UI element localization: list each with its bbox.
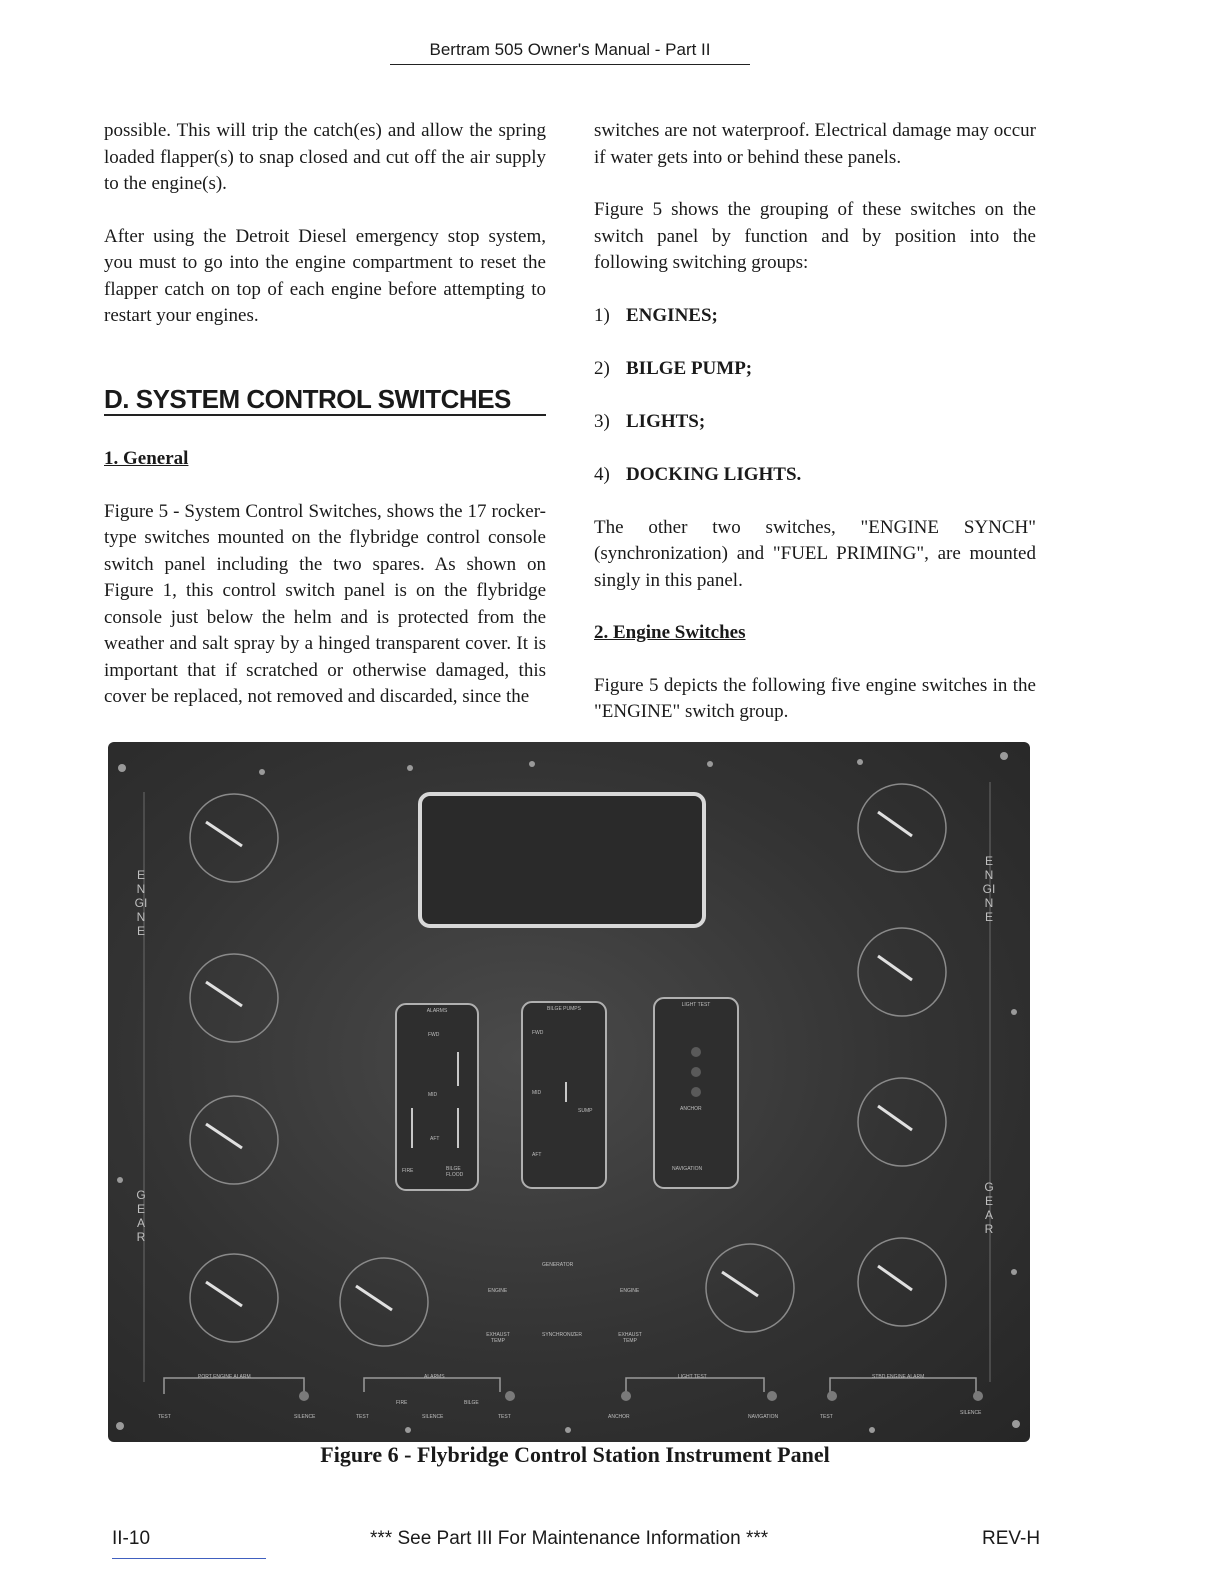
footer-note: *** See Part III For Maintenance Information ***	[370, 1528, 769, 1549]
light-test-group-label: LIGHT TEST	[678, 1374, 707, 1380]
paragraph: Figure 5 - System Control Switches, shows the 17 rocker-type switches mounted on the flybridge control console switch panel including the two spares. As shown on Figure 1, this control switch panel is on the flybridge console just below the helm and is protected from the weather and salt spray by a hinged transparent cover. It is important that if scratched or otherwise damaged, this cover be replaced, not removed and discarded, since the	[104, 500, 546, 707]
light-test-label: LIGHT TEST	[681, 1002, 711, 1008]
bilge-flood-label: BILGE FLOOD	[446, 1166, 464, 1178]
fire-label: FIRE	[396, 1400, 408, 1406]
indicator-lights	[691, 1047, 701, 1097]
test-label: TEST	[498, 1414, 511, 1420]
navigation-label: NAVIGATION	[672, 1166, 703, 1172]
running-header: Bertram 505 Owner's Manual - Part II	[390, 40, 750, 65]
bilge-pumps-label: BILGE PUMPS	[547, 1006, 581, 1012]
stbd-engine-alarm-label: STBD ENGINE ALARM	[872, 1374, 925, 1380]
engine-label-left: ENGINE	[134, 868, 148, 938]
alarm-brackets	[164, 1378, 976, 1394]
paragraph: The other two switches, "ENGINE SYNCH" (synchronization) and "FUEL PRIMING", are mounted singly in this panel.	[594, 516, 1036, 591]
instrument-panel-photo	[108, 742, 1030, 1442]
revision-label: REV-H	[982, 1528, 1041, 1549]
list-item: 4) DOCKING LIGHTS.	[594, 463, 802, 485]
aft-label: AFT	[532, 1152, 542, 1158]
section-heading: D. SYSTEM CONTROL SWITCHES	[104, 386, 546, 417]
generator-label: GENERATOR	[542, 1262, 574, 1268]
fire-label: FIRE	[402, 1168, 414, 1174]
list-item: 2) BILGE PUMP;	[594, 357, 753, 379]
exhaust-temp-label: EXHAUST TEMP	[486, 1332, 510, 1344]
subheading-general: 1. General	[104, 448, 189, 469]
mid-label: MID	[532, 1090, 542, 1096]
subheading-engine-switches: 2. Engine Switches	[594, 622, 746, 643]
exhaust-temp-label: EXHAUST TEMP	[618, 1332, 642, 1344]
paragraph: switches are not waterproof. Electrical damage may occur if water gets into or behind these panels.	[594, 120, 1036, 168]
engine-label-right: ENGINE	[982, 854, 996, 924]
synchronizer-label: SYNCHRONIZER	[542, 1332, 583, 1338]
fwd-label: FWD	[428, 1032, 440, 1038]
right-column	[594, 118, 1036, 752]
paragraph: Figure 5 depicts the following five engine switches in the "ENGINE" switch group.	[594, 674, 1036, 722]
anchor-label: ANCHOR	[680, 1106, 702, 1112]
list-item: 3) LIGHTS;	[594, 410, 706, 432]
gear-label-right: GEAR	[984, 1180, 994, 1236]
engine-label: ENGINE	[488, 1288, 508, 1294]
silence-label: SILENCE	[422, 1414, 444, 1420]
test-label: TEST	[820, 1414, 833, 1420]
left-column	[104, 118, 546, 737]
engine-label: ENGINE	[620, 1288, 640, 1294]
list-item: 1) ENGINES;	[594, 304, 718, 326]
display-screen	[420, 794, 704, 926]
mid-label: MID	[428, 1092, 438, 1098]
sump-label: SUMP	[578, 1108, 593, 1114]
bilge-label: BILGE	[464, 1400, 479, 1406]
paragraph: possible. This will trip the catch(es) and allow the spring loaded flapper(s) to snap closed and cut off the air supply to the engine(s).	[104, 120, 546, 194]
paragraph: After using the Detroit Diesel emergency stop system, you must to go into the engine compartment to reset the flapper catch on top of each engine before attempting to restart your engines.	[104, 225, 546, 326]
navigation-label: NAVIGATION	[748, 1414, 779, 1420]
paragraph: Figure 5 shows the grouping of these switches on the switch panel by function and by position into the following switching groups:	[594, 199, 1036, 273]
aft-label: AFT	[430, 1136, 440, 1142]
alarms-label: ALARMS	[426, 1008, 448, 1014]
test-label: TEST	[158, 1414, 171, 1420]
test-label: TEST	[356, 1414, 369, 1420]
alarms-group-label: ALARMS	[424, 1374, 445, 1380]
silence-label: SILENCE	[294, 1414, 316, 1420]
gear-label-left: GEAR	[136, 1188, 146, 1244]
silence-label: SILENCE	[960, 1410, 982, 1416]
figure-caption: Figure 6 - Flybridge Control Station Instrument Panel	[320, 1442, 830, 1467]
footer-rule	[112, 1558, 266, 1559]
port-engine-alarm-label: PORT ENGINE ALARM	[198, 1374, 251, 1380]
anchor-label: ANCHOR	[608, 1414, 630, 1420]
page-number: II-10	[112, 1528, 151, 1549]
fwd-label: FWD	[532, 1030, 544, 1036]
